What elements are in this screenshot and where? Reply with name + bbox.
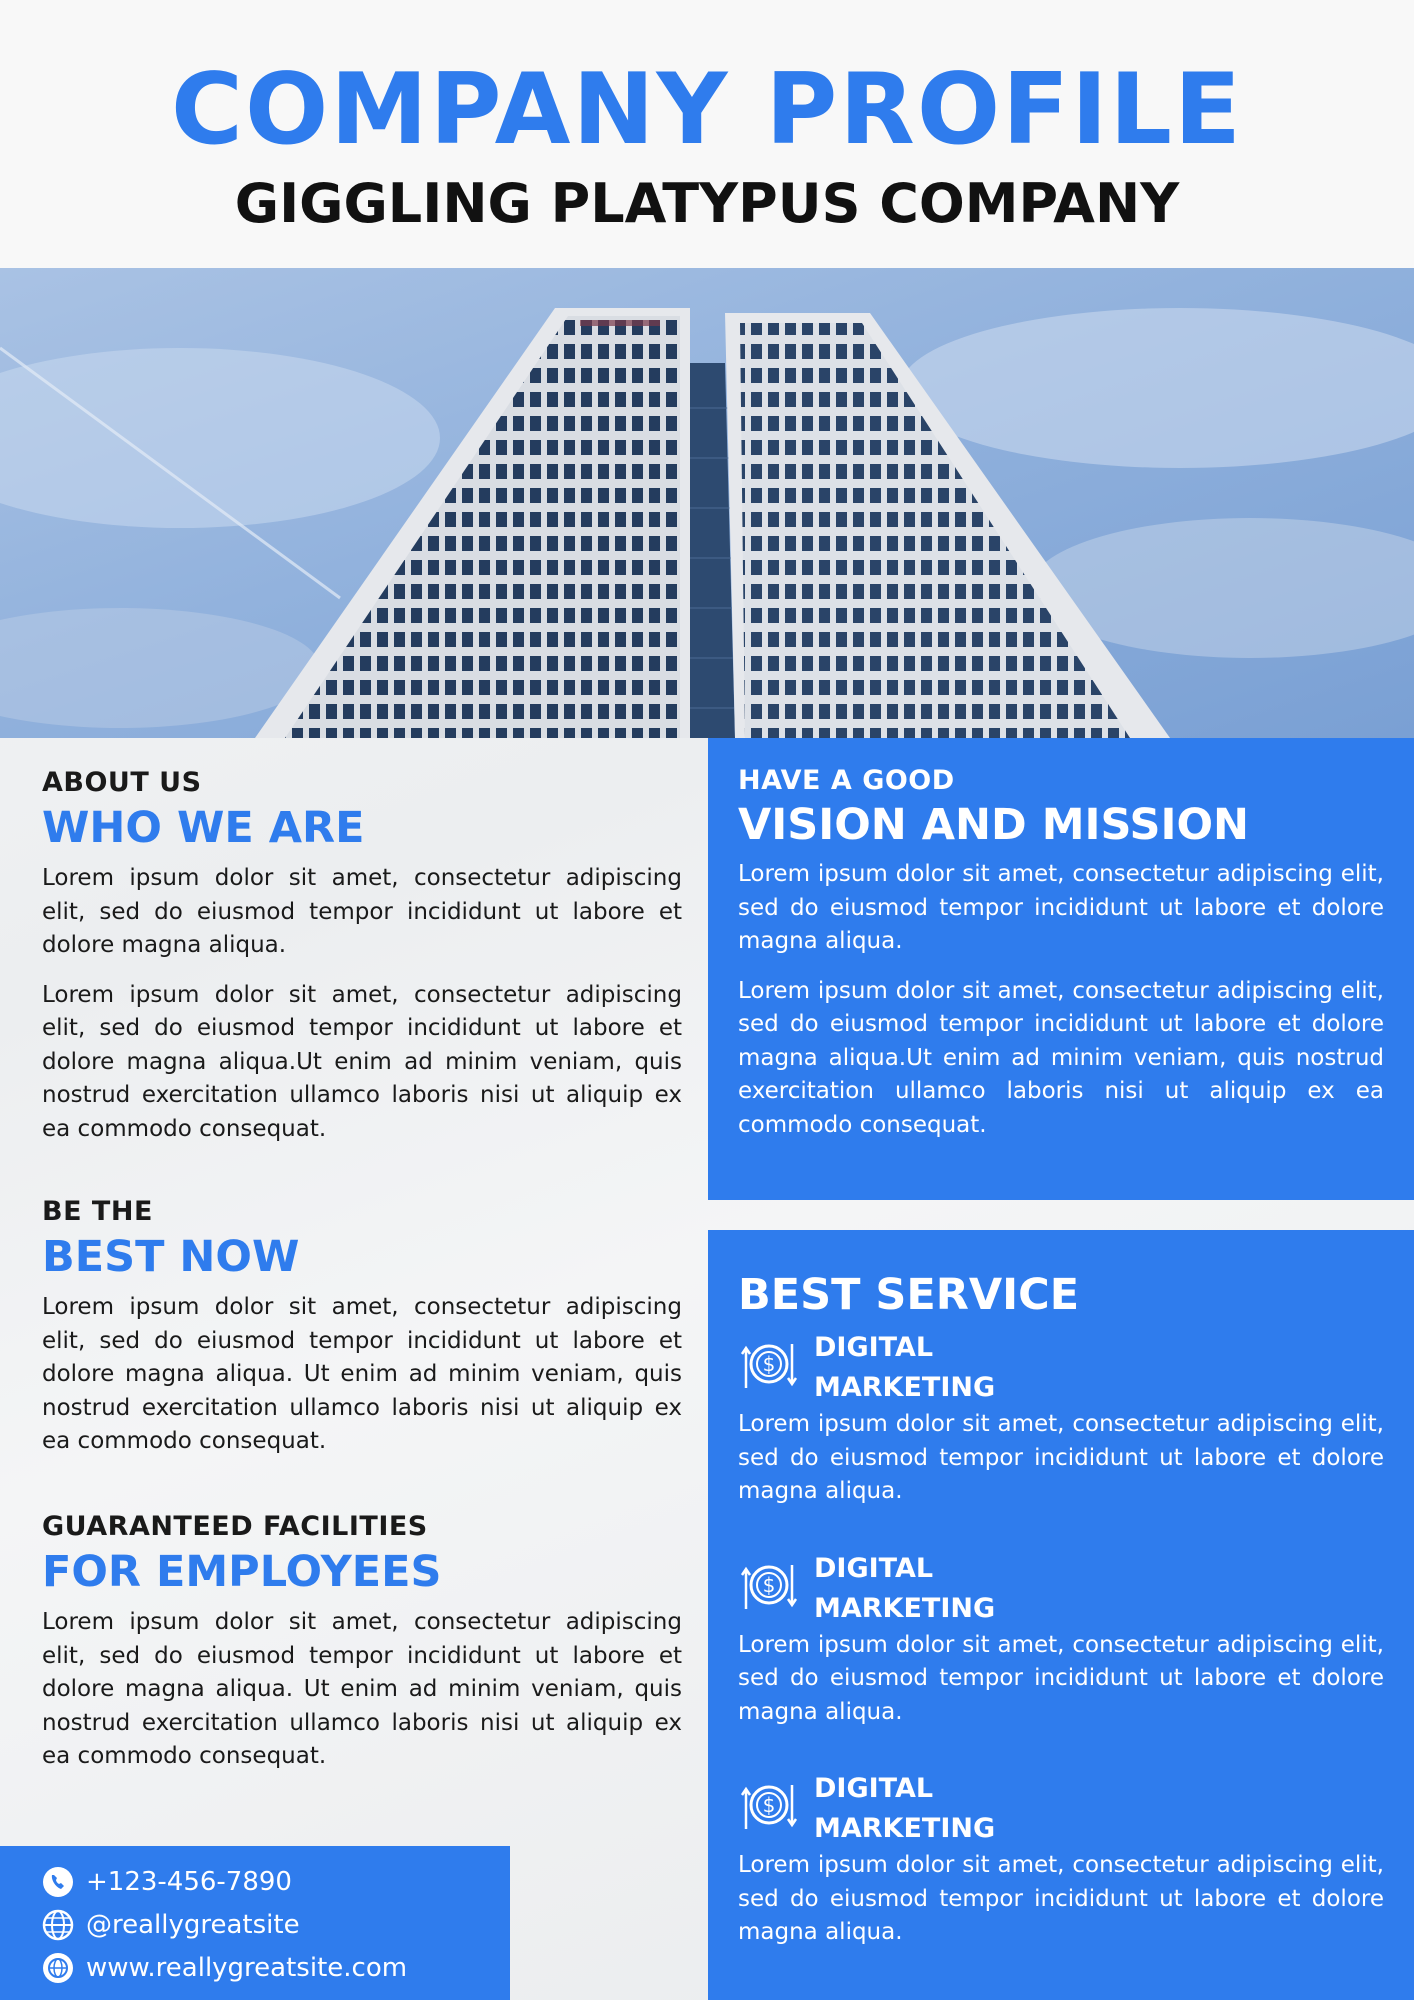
about-heading: WHO WE ARE	[42, 803, 365, 853]
dollar-exchange-icon	[738, 1549, 800, 1625]
facilities-kicker: GUARANTEED FACILITIES	[42, 1511, 428, 1542]
hero-image	[0, 268, 1414, 738]
facilities-paragraph: Lorem ipsum dolor sit amet, consectetur adipiscing elit, sed do eiusmod tempor incididunt ut labore et dolore magna aliqua. Ut enim ad minim veniam, quis nostrud exercitation ullamco laboris nisi ut aliquip ex ea commodo consequat.	[42, 1609, 682, 1769]
company-name: GIGGLING PLATYPUS COMPANY	[234, 172, 1180, 235]
page-title: COMPANY PROFILE	[171, 53, 1243, 167]
best-kicker: BE THE	[42, 1196, 153, 1227]
facilities-section	[42, 1510, 682, 1774]
contact-social[interactable]	[42, 1909, 300, 1941]
svg-text:$: $	[762, 1572, 776, 1597]
social-handle: @reallygreatsite	[86, 1910, 300, 1940]
facilities-heading: FOR EMPLOYEES	[42, 1547, 442, 1597]
phone-icon	[42, 1866, 74, 1898]
dollar-exchange-icon	[738, 1328, 800, 1404]
service-label: DIGITAL MARKETING	[814, 1552, 996, 1624]
vision-panel	[708, 738, 1414, 1200]
best-paragraph: Lorem ipsum dolor sit amet, consectetur adipiscing elit, sed do eiusmod tempor incididunt ut labore et dolore magna aliqua. Ut enim ad minim veniam, quis nostrud exercitation ullamco laboris nisi ut aliquip ex ea commodo consequat.	[42, 1294, 682, 1454]
service-item	[738, 1549, 1384, 1730]
about-paragraph-2: Lorem ipsum dolor sit amet, consectetur adipiscing elit, sed do eiusmod tempor incididunt ut labore et dolore magna aliqua.Ut enim ad minim veniam, quis nostrud exercitation ullamco laboris nisi ut aliquip ex ea commodo consequat.	[42, 981, 682, 1142]
about-section	[42, 766, 682, 1146]
best-section	[42, 1195, 682, 1459]
service-item	[738, 1328, 1384, 1509]
phone-number: +123-456-7890	[86, 1867, 292, 1897]
dollar-exchange-icon	[738, 1769, 800, 1845]
globe-icon	[42, 1909, 74, 1941]
contact-bar	[0, 1846, 510, 2000]
services-panel	[708, 1230, 1414, 2000]
contact-phone[interactable]	[42, 1866, 292, 1898]
website-url: www.reallygreatsite.com	[86, 1953, 408, 1983]
vision-paragraph-1: Lorem ipsum dolor sit amet, consectetur adipiscing elit, sed do eiusmod tempor incididunt ut labore et dolore magna aliqua.	[738, 861, 1384, 954]
vision-paragraph-2: Lorem ipsum dolor sit amet, consectetur adipiscing elit, sed do eiusmod tempor incididunt ut labore et dolore magna aliqua.Ut enim ad minim veniam, quis nostrud exercitation ullamco laboris nisi ut aliquip ex ea commodo consequat.	[738, 977, 1384, 1138]
vision-heading: VISION AND MISSION	[738, 800, 1250, 850]
best-heading: BEST NOW	[42, 1232, 300, 1282]
web-icon	[42, 1952, 74, 1984]
service-label: DIGITAL MARKETING	[814, 1773, 996, 1844]
service-item	[738, 1769, 1384, 1950]
service-description: Lorem ipsum dolor sit amet, consectetur adipiscing elit, sed do eiusmod tempor incididunt ut labore et dolore magna aliqua.	[738, 1631, 1384, 1725]
service-description: Lorem ipsum dolor sit amet, consectetur adipiscing elit, sed do eiusmod tempor incididunt ut labore et dolore magna aliqua.	[738, 1852, 1384, 1945]
about-kicker: ABOUT US	[42, 767, 202, 798]
skyscraper-illustration	[0, 268, 1414, 738]
service-description: Lorem ipsum dolor sit amet, consectetur adipiscing elit, sed do eiusmod tempor incididunt ut labore et dolore magna aliqua.	[738, 1411, 1384, 1504]
about-paragraph-1: Lorem ipsum dolor sit amet, consectetur adipiscing elit, sed do eiusmod tempor incididunt ut labore et dolore magna aliqua.	[42, 865, 682, 958]
service-label: DIGITAL MARKETING	[814, 1332, 996, 1403]
vision-kicker: HAVE A GOOD	[738, 765, 955, 796]
header	[0, 0, 1414, 268]
contact-website[interactable]	[42, 1952, 407, 1984]
svg-text:$: $	[762, 1352, 776, 1376]
services-heading: BEST SERVICE	[738, 1270, 1080, 1320]
svg-text:$: $	[762, 1793, 776, 1817]
